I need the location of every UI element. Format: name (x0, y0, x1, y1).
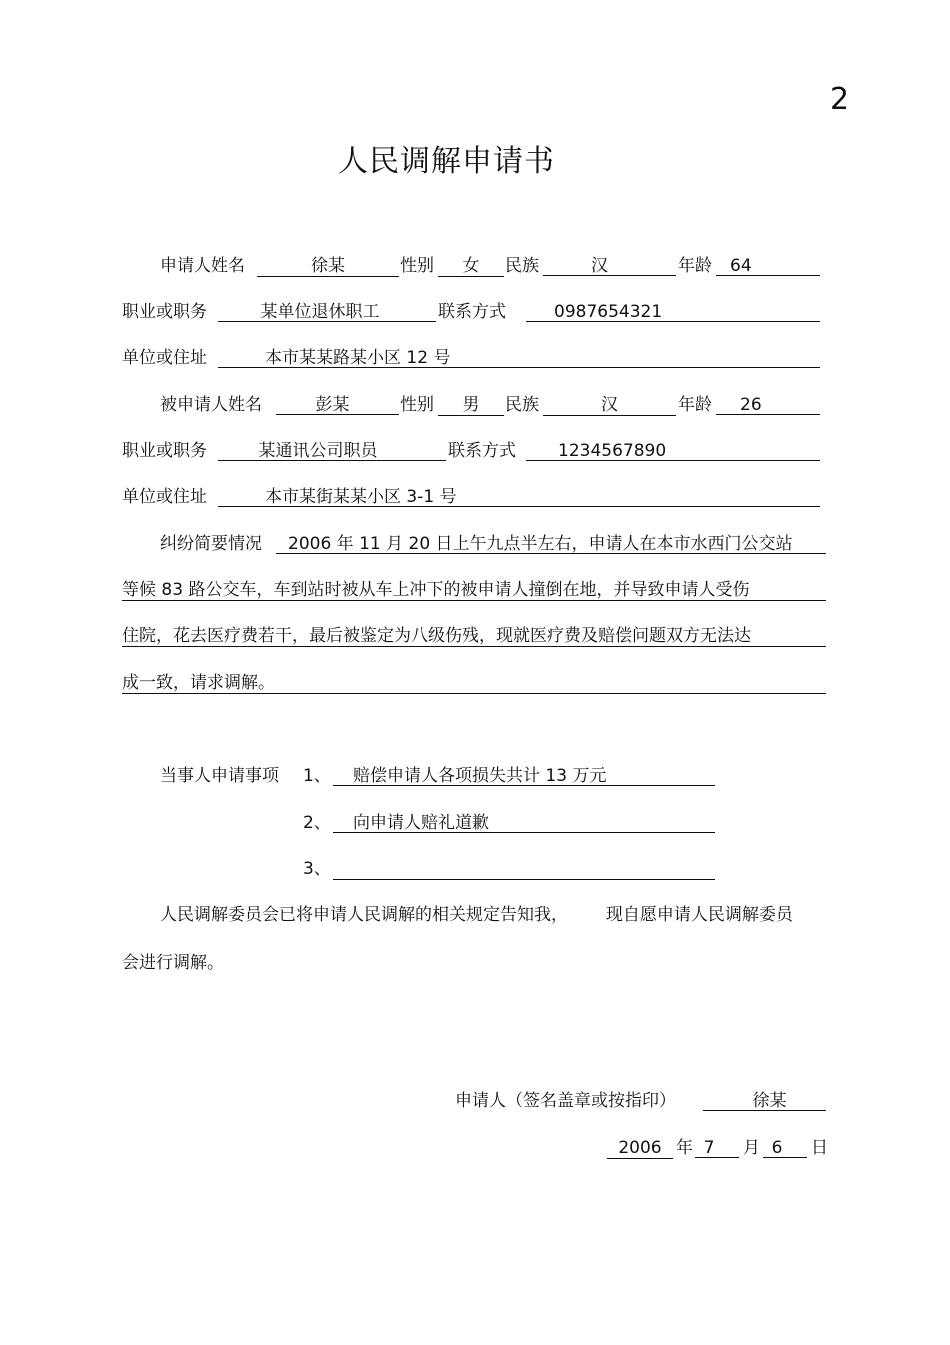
applicant-age-field: 64 (716, 256, 820, 276)
page-number: 2 (830, 82, 850, 117)
applicant-contact-label: 联系方式 (438, 302, 506, 322)
respondent-age-label: 年龄 (678, 395, 712, 415)
request-2-text: 向申请人赔礼道歉 (333, 813, 715, 833)
respondent-ethnicity-label: 民族 (505, 395, 539, 415)
page-title: 人民调解申请书 (338, 144, 555, 179)
statement-line-1: 人民调解委员会已将申请人民调解的相关规定告知我， 现自愿申请人民调解委员 (160, 905, 793, 925)
respondent-name-field: 彭某 (276, 395, 399, 415)
applicant-name-field: 徐某 (257, 256, 399, 277)
request-2-number: 2、 (303, 813, 331, 833)
signature-label: 申请人（签名盖章或按指印） (455, 1091, 676, 1111)
signature-name: 徐某 (703, 1091, 826, 1111)
dispute-label: 纠纷简要情况 (160, 534, 262, 554)
respondent-address-label: 单位或住址 (122, 487, 207, 507)
respondent-name-label: 被申请人姓名 (160, 395, 262, 415)
dispute-line-3: 住院，花去医疗费若干，最后被鉴定为八级伤残，现就医疗费及赔偿问题双方无法达 (122, 626, 826, 647)
applicant-gender-label: 性别 (400, 256, 434, 276)
respondent-contact-label: 联系方式 (448, 441, 516, 461)
applicant-age-label: 年龄 (678, 256, 712, 276)
request-1-number: 1、 (303, 766, 331, 786)
respondent-age-field: 26 (716, 395, 820, 415)
respondent-ethnicity-field: 汉 (543, 395, 676, 416)
statement-line-2: 会进行调解。 (122, 953, 224, 973)
respondent-gender-label: 性别 (400, 395, 434, 415)
date-day-label: 日 (811, 1138, 828, 1158)
respondent-contact-field: 1234567890 (526, 441, 820, 461)
request-3-text (333, 859, 715, 880)
request-3-number: 3、 (303, 859, 331, 879)
dispute-line-4: 成一致，请求调解。 (122, 673, 826, 694)
applicant-address-field: 本市某某路某小区 12 号 (218, 348, 820, 368)
date-day-field: 6 (763, 1138, 807, 1158)
dispute-line-1: 2006 年 11 月 20 日上午九点半左右，申请人在本市水西门公交站 (276, 534, 826, 554)
respondent-gender-field: 男 (438, 395, 504, 416)
applicant-ethnicity-label: 民族 (505, 256, 539, 276)
applicant-ethnicity-field: 汉 (543, 256, 676, 276)
applicant-occupation-field: 某单位退休职工 (218, 302, 436, 322)
date-month-field: 7 (695, 1138, 739, 1158)
requests-label: 当事人申请事项 (160, 766, 279, 786)
applicant-gender-field: 女 (438, 256, 504, 277)
applicant-address-label: 单位或住址 (122, 348, 207, 368)
applicant-occupation-label: 职业或职务 (122, 302, 207, 322)
date-year-field: 2006 (607, 1138, 673, 1159)
respondent-occupation-label: 职业或职务 (122, 441, 207, 461)
applicant-contact-field: 0987654321 (526, 302, 820, 322)
request-1-text: 赔偿申请人各项损失共计 13 万元 (333, 766, 715, 786)
respondent-occupation-field: 某通讯公司职员 (218, 441, 446, 461)
date-month-label: 月 (743, 1138, 760, 1158)
dispute-line-2: 等候 83 路公交车，车到站时被从车上冲下的被申请人撞倒在地，并导致申请人受伤 (122, 580, 826, 601)
applicant-name-label: 申请人姓名 (160, 256, 245, 276)
respondent-address-field: 本市某街某某小区 3-1 号 (218, 487, 820, 507)
date-year-label: 年 (676, 1138, 693, 1158)
